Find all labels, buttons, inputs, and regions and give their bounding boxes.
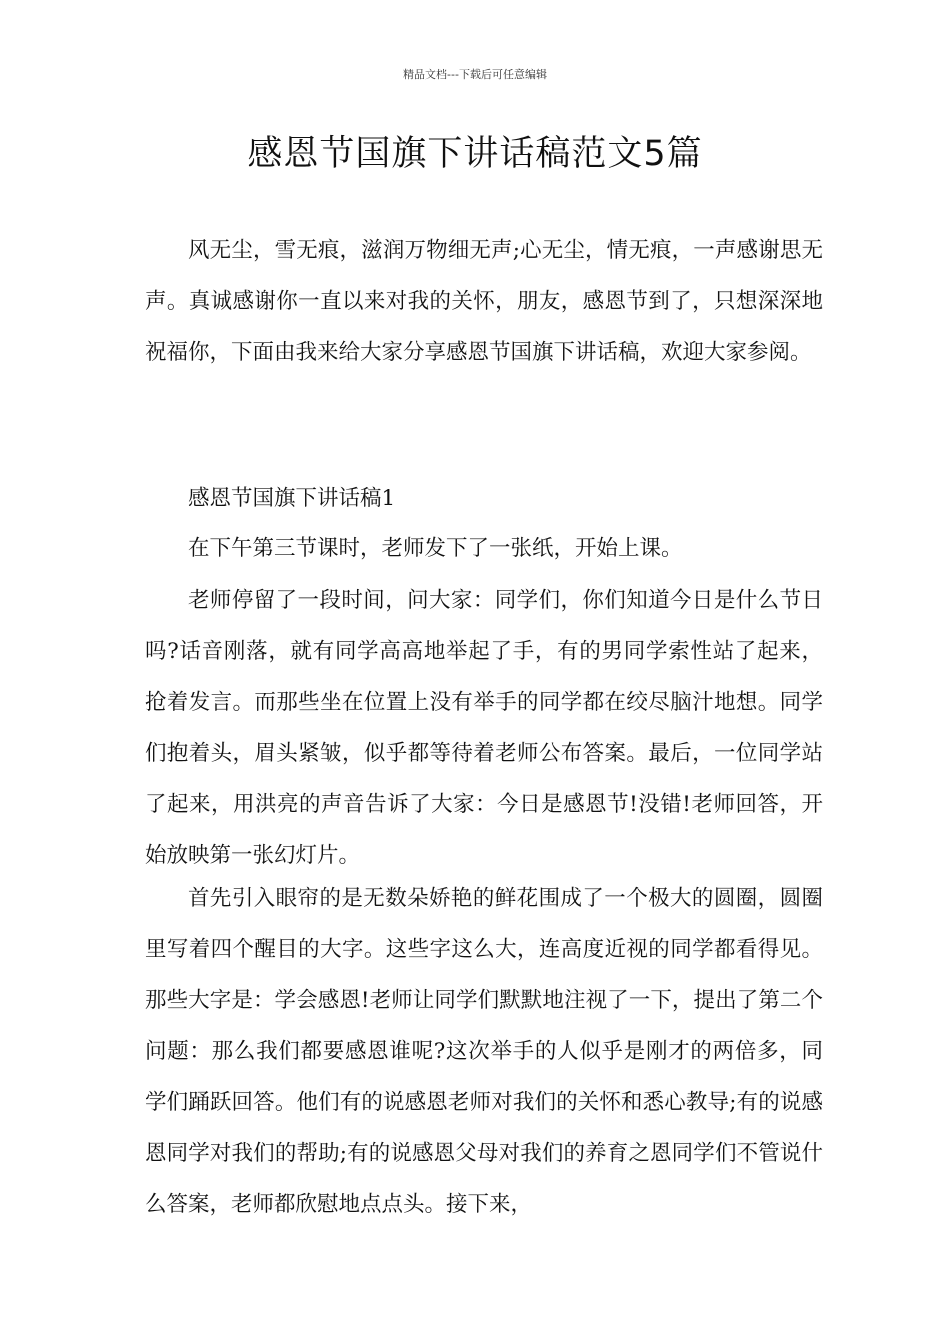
header-note: 精品文档---下载后可任意编辑 — [403, 68, 547, 81]
document-title: 感恩节国旗下讲话稿范文5篇 — [247, 134, 703, 174]
body-paragraph-3: 首先引入眼帘的是无数朵娇艳的鲜花围成了一个极大的圆圈，圆圈里写着四个醒目的大字。这些字这么大，连高度近视的同学都看得见。那些大字是：学会感恩!老师让同学们默默地注视了一下，提出了第二个问题：那么我们都要感恩谁呢?这次举手的人似乎是刚才的两倍多，同学们踊跃回答。他们有的说感恩老师对我们的关怀和悉心教导;有的说感恩同学对我们的帮助;有的说感恩父母对我们的养育之恩同学们不管说什么答案，老师都欣慰地点点头。接下来， — [145, 886, 823, 1217]
intro-paragraph: 风无尘，雪无痕，滋润万物细无声;心无尘，情无痕，一声感谢思无声。真诚感谢你一直以来对我的关怀，朋友，感恩节到了，只想深深地祝福你，下面由我来给大家分享感恩节国旗下讲话稿，欢迎大家参阅。 — [145, 238, 823, 365]
section-heading: 感恩节国旗下讲话稿1 — [188, 486, 396, 511]
body-paragraph-2: 老师停留了一段时间，问大家：同学们，你们知道今日是什么节日吗?话音刚落，就有同学高高地举起了手，有的男同学索性站了起来，抢着发言。而那些坐在位置上没有举手的同学都在绞尽脑汁地想。同学们抱着头，眉头紧皱，似乎都等待着老师公布答案。最后，一位同学站了起来，用洪亮的声音告诉了大家：今日是感恩节!没错!老师回答，开始放映第一张幻灯片。 — [145, 588, 823, 868]
body-paragraph-1: 在下午第三节课时，老师发下了一张纸，开始上课。 — [188, 536, 683, 561]
